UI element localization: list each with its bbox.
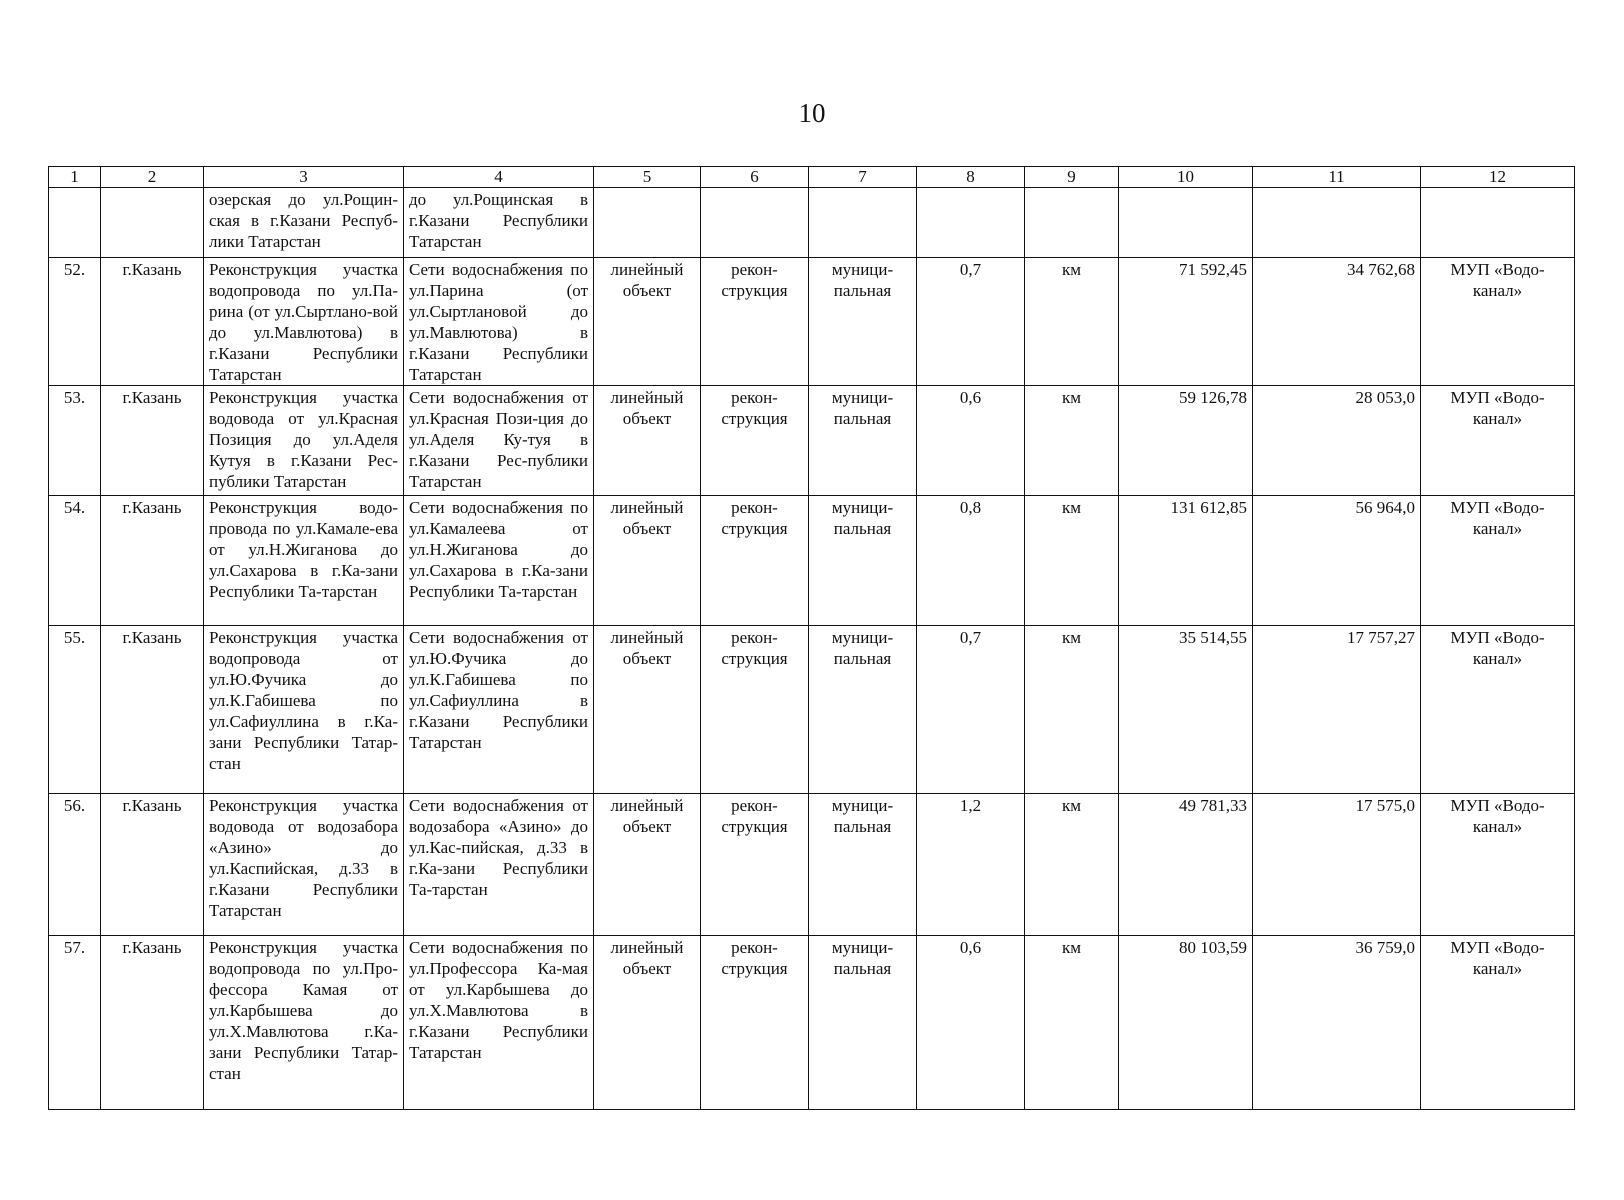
row-number-cell: 55. — [49, 626, 101, 794]
capacity-value-cell: 1,2 — [917, 794, 1025, 936]
table-row — [49, 936, 1575, 1110]
object-type-cell: линейный объект — [594, 258, 701, 386]
project-name-cell: Реконструкция участка водовода от водозабора «Азино» до ул.Каспийская, д.33 в г.Казани Республики Татарстан — [204, 794, 404, 936]
object-name-cell: Сети водоснабжения по ул.Профессора Ка-мая от ул.Карбышева до ул.Х.Мавлютова в г.Казани Республики Татарстан — [404, 936, 594, 1110]
city-cell: г.Казань — [101, 626, 204, 794]
organization-cell: МУП «Водо-канал» — [1421, 258, 1575, 386]
financing-cell — [1253, 188, 1421, 258]
ownership-cell: муници-пальная — [809, 496, 917, 626]
ownership-cell — [809, 188, 917, 258]
capacity-value-cell: 0,6 — [917, 936, 1025, 1110]
ownership-cell: муници-пальная — [809, 258, 917, 386]
page-number: 10 — [798, 98, 826, 128]
city-cell: г.Казань — [101, 386, 204, 496]
object-type-cell: линейный объект — [594, 936, 701, 1110]
work-type-cell: рекон-струкция — [701, 794, 809, 936]
total-cost-cell: 49 781,33 — [1119, 794, 1253, 936]
unit-cell: км — [1025, 794, 1119, 936]
table-row — [49, 794, 1575, 936]
object-name-cell: до ул.Рощинская в г.Казани Республики Татарстан — [404, 188, 594, 258]
city-cell: г.Казань — [101, 936, 204, 1110]
object-name-cell: Сети водоснабжения от ул.Красная Пози-ция до ул.Аделя Ку-туя в г.Казани Рес-публики Татарстан — [404, 386, 594, 496]
city-cell: г.Казань — [101, 496, 204, 626]
total-cost-cell: 71 592,45 — [1119, 258, 1253, 386]
column-header: 3 — [204, 167, 404, 188]
table-row — [49, 496, 1575, 626]
header-row — [49, 167, 1575, 188]
object-type-cell: линейный объект — [594, 386, 701, 496]
project-name-cell: Реконструкция участка водовода от ул.Красная Позиция до ул.Аделя Кутуя в г.Казани Рес-публики Татарстан — [204, 386, 404, 496]
total-cost-cell: 35 514,55 — [1119, 626, 1253, 794]
work-type-cell: рекон-струкция — [701, 936, 809, 1110]
table-body — [49, 188, 1575, 1110]
table-row — [49, 386, 1575, 496]
ownership-cell: муници-пальная — [809, 386, 917, 496]
unit-cell: км — [1025, 936, 1119, 1110]
object-name-cell: Сети водоснабжения по ул.Парина (от ул.Сыртлановой до ул.Мавлютова) в г.Казани Республики Татарстан — [404, 258, 594, 386]
project-name-cell: Реконструкция водо-провода по ул.Камале-ева от ул.Н.Жиганова до ул.Сахарова в г.Ка-зани Республики Та-тарстан — [204, 496, 404, 626]
ownership-cell: муници-пальная — [809, 794, 917, 936]
financing-cell: 36 759,0 — [1253, 936, 1421, 1110]
object-type-cell: линейный объект — [594, 794, 701, 936]
column-header: 9 — [1025, 167, 1119, 188]
capacity-value-cell: 0,8 — [917, 496, 1025, 626]
project-name-cell: Реконструкция участка водопровода по ул.Па-рина (от ул.Сыртлано-вой до ул.Мавлютова) в г.Казани Республики Татарстан — [204, 258, 404, 386]
row-number-cell: 54. — [49, 496, 101, 626]
column-header: 8 — [917, 167, 1025, 188]
city-cell — [101, 188, 204, 258]
financing-cell: 28 053,0 — [1253, 386, 1421, 496]
work-type-cell: рекон-струкция — [701, 626, 809, 794]
table-row — [49, 258, 1575, 386]
row-number-cell: 53. — [49, 386, 101, 496]
ownership-cell: муници-пальная — [809, 626, 917, 794]
column-header: 12 — [1421, 167, 1575, 188]
object-type-cell: линейный объект — [594, 626, 701, 794]
column-header: 4 — [404, 167, 594, 188]
project-name-cell: Реконструкция участка водопровода от ул.Ю.Фучика до ул.К.Габишева по ул.Сафиуллина в г.Ка-зани Республики Татар-стан — [204, 626, 404, 794]
row-number-cell: 57. — [49, 936, 101, 1110]
work-type-cell: рекон-струкция — [701, 496, 809, 626]
work-type-cell: рекон-струкция — [701, 258, 809, 386]
object-name-cell: Сети водоснабжения от ул.Ю.Фучика до ул.К.Габишева по ул.Сафиуллина в г.Казани Республики Татарстан — [404, 626, 594, 794]
ownership-cell: муници-пальная — [809, 936, 917, 1110]
object-name-cell: Сети водоснабжения по ул.Камалеева от ул.Н.Жиганова до ул.Сахарова в г.Ка-зани Республики Та-тарстан — [404, 496, 594, 626]
row-number-cell: 56. — [49, 794, 101, 936]
unit-cell: км — [1025, 258, 1119, 386]
object-type-cell: линейный объект — [594, 496, 701, 626]
capacity-value-cell: 0,7 — [917, 626, 1025, 794]
project-name-cell: озерская до ул.Рощин-ская в г.Казани Респуб-лики Татарстан — [204, 188, 404, 258]
table-row — [49, 188, 1575, 258]
financing-cell: 56 964,0 — [1253, 496, 1421, 626]
total-cost-cell: 131 612,85 — [1119, 496, 1253, 626]
work-type-cell: рекон-струкция — [701, 386, 809, 496]
column-header: 10 — [1119, 167, 1253, 188]
organization-cell: МУП «Водо-канал» — [1421, 794, 1575, 936]
organization-cell — [1421, 188, 1575, 258]
organization-cell: МУП «Водо-канал» — [1421, 386, 1575, 496]
column-header: 7 — [809, 167, 917, 188]
row-number-cell — [49, 188, 101, 258]
column-header: 11 — [1253, 167, 1421, 188]
organization-cell: МУП «Водо-канал» — [1421, 496, 1575, 626]
unit-cell: км — [1025, 386, 1119, 496]
unit-cell — [1025, 188, 1119, 258]
organization-cell: МУП «Водо-канал» — [1421, 936, 1575, 1110]
total-cost-cell: 59 126,78 — [1119, 386, 1253, 496]
total-cost-cell: 80 103,59 — [1119, 936, 1253, 1110]
column-header: 5 — [594, 167, 701, 188]
capacity-value-cell: 0,7 — [917, 258, 1025, 386]
financing-cell: 17 575,0 — [1253, 794, 1421, 936]
financing-cell: 34 762,68 — [1253, 258, 1421, 386]
column-header: 6 — [701, 167, 809, 188]
work-type-cell — [701, 188, 809, 258]
object-type-cell — [594, 188, 701, 258]
project-name-cell: Реконструкция участка водопровода по ул.Про-фессора Камая от ул.Карбышева до ул.Х.Мавлютова г.Ка-зани Республики Татар-стан — [204, 936, 404, 1110]
city-cell: г.Казань — [101, 258, 204, 386]
column-header: 1 — [49, 167, 101, 188]
table-row — [49, 626, 1575, 794]
organization-cell: МУП «Водо-канал» — [1421, 626, 1575, 794]
row-number-cell: 52. — [49, 258, 101, 386]
projects-table — [48, 166, 1575, 1110]
object-name-cell: Сети водоснабжения от водозабора «Азино» до ул.Кас-пийская, д.33 в г.Ка-зани Республики Та-тарстан — [404, 794, 594, 936]
total-cost-cell — [1119, 188, 1253, 258]
financing-cell: 17 757,27 — [1253, 626, 1421, 794]
city-cell: г.Казань — [101, 794, 204, 936]
column-header: 2 — [101, 167, 204, 188]
unit-cell: км — [1025, 496, 1119, 626]
unit-cell: км — [1025, 626, 1119, 794]
capacity-value-cell: 0,6 — [917, 386, 1025, 496]
capacity-value-cell — [917, 188, 1025, 258]
